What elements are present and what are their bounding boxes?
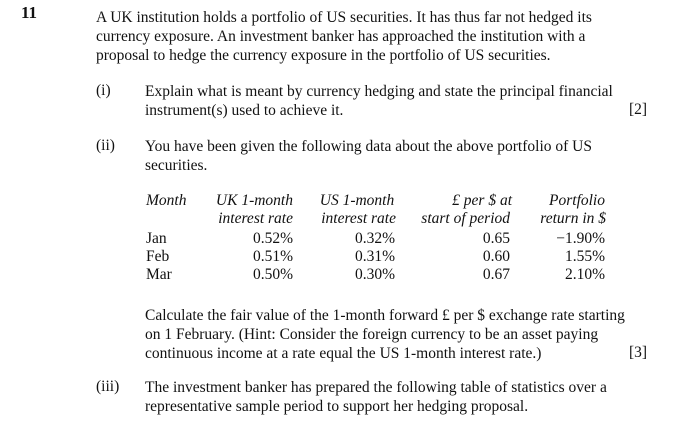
part-iii-label: (iii): [96, 378, 120, 395]
part-ii-marks: [3]: [629, 344, 648, 361]
part-iii-text: [145, 378, 607, 416]
part-ii-label: (ii): [96, 137, 115, 154]
part-i-line: instrument(s) used to achieve it.: [145, 102, 344, 119]
table-cell: Jan: [146, 230, 167, 247]
part-i-line: Explain what is meant by currency hedging and state the principal financial: [145, 83, 613, 100]
table-cell: 0.30%: [354, 266, 395, 283]
question-intro: [96, 8, 592, 65]
part-ii-text: [145, 137, 592, 175]
table-header: interest rate: [321, 210, 396, 227]
part-i-marks: [2]: [629, 101, 648, 118]
part-iii-line: representative sample period to support her hedging proposal.: [145, 398, 529, 415]
intro-line: currency exposure. An investment banker has approached the institution with a: [96, 28, 586, 45]
part-ii-task: [145, 306, 625, 363]
part-iii-line: The investment banker has prepared the following table of statistics over a: [145, 379, 607, 396]
intro-line: proposal to hedge the currency exposure in the portfolio of US securities.: [96, 47, 551, 64]
table-header: £ per $ at: [452, 192, 512, 209]
table-cell: 0.67: [482, 266, 510, 283]
table-cell: 0.65: [482, 230, 510, 247]
table-header: Portfolio: [549, 192, 605, 209]
table-cell: 0.60: [482, 248, 510, 265]
table-cell: Feb: [146, 248, 170, 265]
table-cell: 1.55%: [564, 248, 605, 265]
table-header: Month: [146, 192, 187, 209]
part-ii-task-line: on 1 February. (Hint: Consider the foreign currency to be an asset paying: [145, 326, 599, 343]
table-header: start of period: [421, 210, 510, 227]
table-header: interest rate: [218, 210, 293, 227]
part-ii-line: You have been given the following data about the above portfolio of US: [145, 138, 592, 155]
table-cell: 0.51%: [252, 248, 293, 265]
table-cell: 0.50%: [252, 266, 293, 283]
table-cell: Mar: [146, 266, 172, 283]
part-i-label: (i): [96, 82, 111, 99]
part-ii-line: securities.: [145, 157, 208, 174]
table-cell: 0.52%: [252, 230, 293, 247]
table-cell: 2.10%: [564, 266, 605, 283]
table-header: US 1-month: [319, 192, 395, 209]
part-ii-task-line: Calculate the fair value of the 1-month forward £ per $ exchange rate starting: [145, 307, 625, 324]
table-cell: −1.90%: [556, 230, 605, 247]
question-number: 11: [21, 3, 38, 22]
part-i-text: [145, 82, 613, 120]
table-header: UK 1-month: [215, 192, 293, 209]
intro-line: A UK institution holds a portfolio of US securities. It has thus far not hedged its: [96, 9, 592, 26]
table-cell: 0.31%: [354, 248, 395, 265]
part-ii-task-line: continuous income at a rate equal the US 1-month interest rate.): [145, 345, 542, 362]
table-header: return in $: [540, 210, 606, 227]
table-cell: 0.32%: [354, 230, 395, 247]
